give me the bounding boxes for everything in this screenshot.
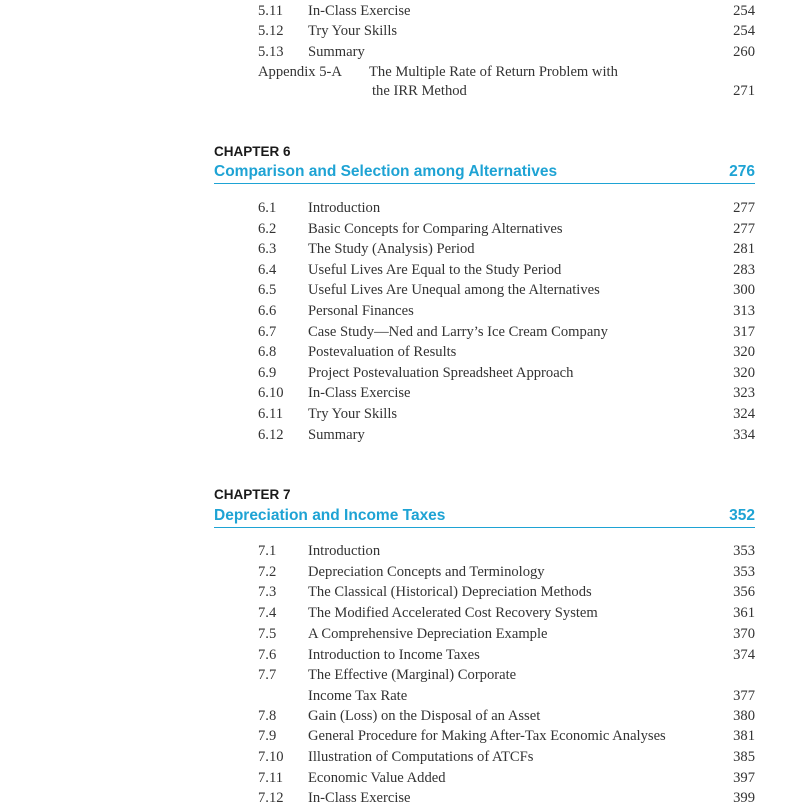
chapter-title-link[interactable]	[214, 162, 755, 184]
section-title: A Comprehensive Depreciation Example	[308, 625, 548, 642]
section-number: 7.5	[258, 625, 277, 642]
section-title: Project Postevaluation Spreadsheet Approach	[308, 364, 574, 381]
section-title: General Procedure for Making After-Tax Economic Analyses	[308, 728, 666, 745]
appendix-number: Appendix 5-A	[258, 64, 342, 80]
section-title: Economic Value Added	[308, 769, 446, 786]
section-number: 6.7	[258, 323, 277, 340]
section-title: Postevaluation of Results	[308, 344, 457, 361]
section-number: 7.6	[258, 646, 277, 663]
chapter-label: CHAPTER 7	[214, 487, 291, 502]
page-number: 320	[733, 344, 755, 361]
section-title: Case Study—Ned and Larry’s Ice Cream Company	[308, 323, 608, 340]
section-title: Summary	[308, 426, 365, 443]
section-number: 7.9	[258, 728, 277, 745]
section-title: Illustration of Computations of ATCFs	[308, 749, 534, 765]
section-number: 5.11	[258, 3, 283, 19]
section-number: 6.3	[258, 241, 277, 258]
section-number: 7.7	[258, 667, 277, 684]
chapter-label: CHAPTER 6	[214, 144, 291, 159]
section-title: In-Class Exercise	[308, 3, 411, 19]
section-title: Depreciation Concepts and Terminology	[308, 563, 545, 580]
section-number: 5.13	[258, 44, 284, 60]
page-number: 260	[733, 44, 755, 60]
section-number: 6.12	[258, 426, 284, 443]
section-number: 7.2	[258, 563, 277, 580]
appendix-title: The Multiple Rate of Return Problem with	[369, 64, 618, 80]
page-number: 300	[733, 282, 755, 299]
section-title: Introduction to Income Taxes	[308, 646, 480, 663]
section-title: In-Class Exercise	[308, 385, 411, 402]
page-number: 320	[733, 364, 755, 381]
page-number: 277	[733, 200, 755, 216]
page-number: 313	[733, 303, 755, 319]
section-title: Gain (Loss) on the Disposal of an Asset	[308, 707, 541, 724]
section-title: Useful Lives Are Unequal among the Alternatives	[308, 282, 600, 299]
chapter-page-number: 352	[729, 507, 755, 524]
chapter-page-number: 276	[729, 163, 755, 180]
section-number: 5.12	[258, 23, 284, 39]
section-number: 7.8	[258, 707, 277, 724]
section-number: 6.11	[258, 406, 283, 422]
page-number: 334	[733, 426, 755, 443]
section-number: 7.12	[258, 790, 284, 807]
section-title: Introduction	[308, 543, 381, 559]
section-title: In-Class Exercise	[308, 790, 411, 807]
page-number: 317	[733, 323, 755, 340]
page-number: 281	[733, 241, 755, 258]
page-number: 397	[733, 769, 755, 786]
section-number: 7.4	[258, 605, 277, 622]
section-number: 7.11	[258, 769, 283, 786]
section-title: Personal Finances	[308, 303, 414, 319]
page-number: 385	[733, 749, 755, 765]
section-number: 6.5	[258, 282, 277, 299]
section-title: The Effective (Marginal) Corporate	[308, 667, 517, 684]
page-number: 353	[733, 543, 755, 559]
section-number: 7.1	[258, 543, 277, 559]
section-number: 6.6	[258, 303, 277, 319]
section-title: Summary	[308, 44, 365, 60]
page-number: 323	[733, 385, 755, 402]
page-number: 254	[733, 3, 755, 19]
page-number: 361	[733, 605, 755, 622]
section-number: 6.9	[258, 364, 277, 381]
section-title: The Study (Analysis) Period	[308, 241, 475, 258]
page-number: 356	[733, 584, 755, 601]
section-number: 7.10	[258, 749, 284, 765]
section-number: 6.4	[258, 261, 277, 278]
page-number: 353	[733, 563, 755, 580]
page-number: 283	[733, 261, 755, 278]
section-number: 6.1	[258, 200, 277, 216]
section-title: Basic Concepts for Comparing Alternatives	[308, 220, 563, 237]
appendix-title-continued: the IRR Method	[372, 83, 467, 99]
page-number: 381	[733, 728, 755, 745]
chapter-title: Comparison and Selection among Alternatives	[214, 163, 558, 180]
section-number: 6.8	[258, 344, 277, 361]
section-title: The Classical (Historical) Depreciation Methods	[308, 584, 592, 601]
section-title: Introduction	[308, 200, 381, 216]
section-title: The Modified Accelerated Cost Recovery System	[308, 605, 598, 622]
page-number: 370	[733, 625, 755, 642]
page-number: 324	[733, 406, 755, 422]
section-title: Try Your Skills	[308, 406, 398, 422]
section-title: Try Your Skills	[308, 23, 398, 39]
page-number: 374	[733, 646, 755, 663]
page-number: 271	[733, 83, 755, 99]
chapter-title: Depreciation and Income Taxes	[214, 507, 446, 524]
page-number: 377	[733, 687, 755, 704]
toc-entry[interactable]	[258, 666, 755, 707]
section-number: 7.3	[258, 584, 277, 601]
section-number: 6.10	[258, 385, 284, 402]
page-number: 277	[733, 220, 755, 237]
page-number: 399	[733, 790, 755, 807]
page-number: 380	[733, 707, 755, 724]
section-title-continued: Income Tax Rate	[308, 687, 408, 704]
section-number: 6.2	[258, 220, 277, 237]
chapter-title-link[interactable]	[214, 506, 755, 528]
section-title: Useful Lives Are Equal to the Study Period	[308, 261, 562, 278]
page-number: 254	[733, 23, 755, 39]
toc-appendix-entry[interactable]	[258, 63, 755, 101]
